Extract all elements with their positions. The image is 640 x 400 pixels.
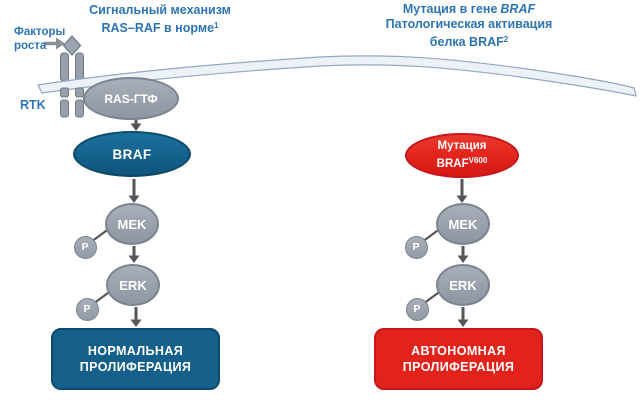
rtk-receptor-lower: [61, 88, 84, 117]
left-title-line1: Сигнальный механизм: [89, 3, 231, 17]
braf-mutation-node: Мутация $BRAF^{V600}$: [405, 133, 519, 178]
normal-proliferation-box: НОРМАЛЬНАЯ ПРОЛИФЕРАЦИЯ: [51, 328, 220, 390]
arrow-mek-to-erk-right: [458, 246, 469, 263]
left-title: [60, 3, 260, 36]
phosphate-badge-mek-left: P: [74, 236, 97, 259]
mek-node-right: MEK: [436, 203, 490, 245]
arrow-mek-to-erk-left: [129, 246, 140, 263]
ras-gtp-node: RAS-ГТФ: [83, 77, 179, 120]
right-title: [359, 2, 579, 50]
right-title-line3: белка BRAF$^2$: [429, 35, 509, 49]
arrow-erk-to-outcome-right: [458, 307, 469, 327]
autonomous-proliferation-box: АВТОНОМНАЯ ПРОЛИФЕРАЦИЯ: [374, 328, 543, 390]
growth-factors-label: Факторы роста: [14, 26, 66, 52]
arrow-erk-to-outcome-left: [131, 307, 142, 327]
phosphate-badge-erk-right: P: [406, 298, 429, 321]
braf-node: BRAF: [73, 131, 191, 177]
erk-node-left: ERK: [106, 264, 160, 306]
erk-node-right: ERK: [436, 264, 490, 306]
phosphate-badge-mek-right: P: [405, 236, 428, 259]
left-title-line2: RAS–RAF в норме$^1$: [101, 21, 219, 35]
mek-node-left: MEK: [105, 203, 159, 245]
rtk-label: RTK: [20, 98, 46, 112]
arrow-mutation-to-mek: [457, 179, 468, 203]
phosphate-badge-erk-left: P: [76, 298, 99, 321]
ligand-diamond-icon: [64, 36, 81, 55]
right-title-line2: Патологическая активация: [385, 17, 553, 31]
arrow-ras-to-braf: [131, 119, 142, 131]
arrow-braf-to-mek: [129, 179, 140, 203]
right-title-line1: Мутация в гене BRAF: [402, 2, 536, 16]
